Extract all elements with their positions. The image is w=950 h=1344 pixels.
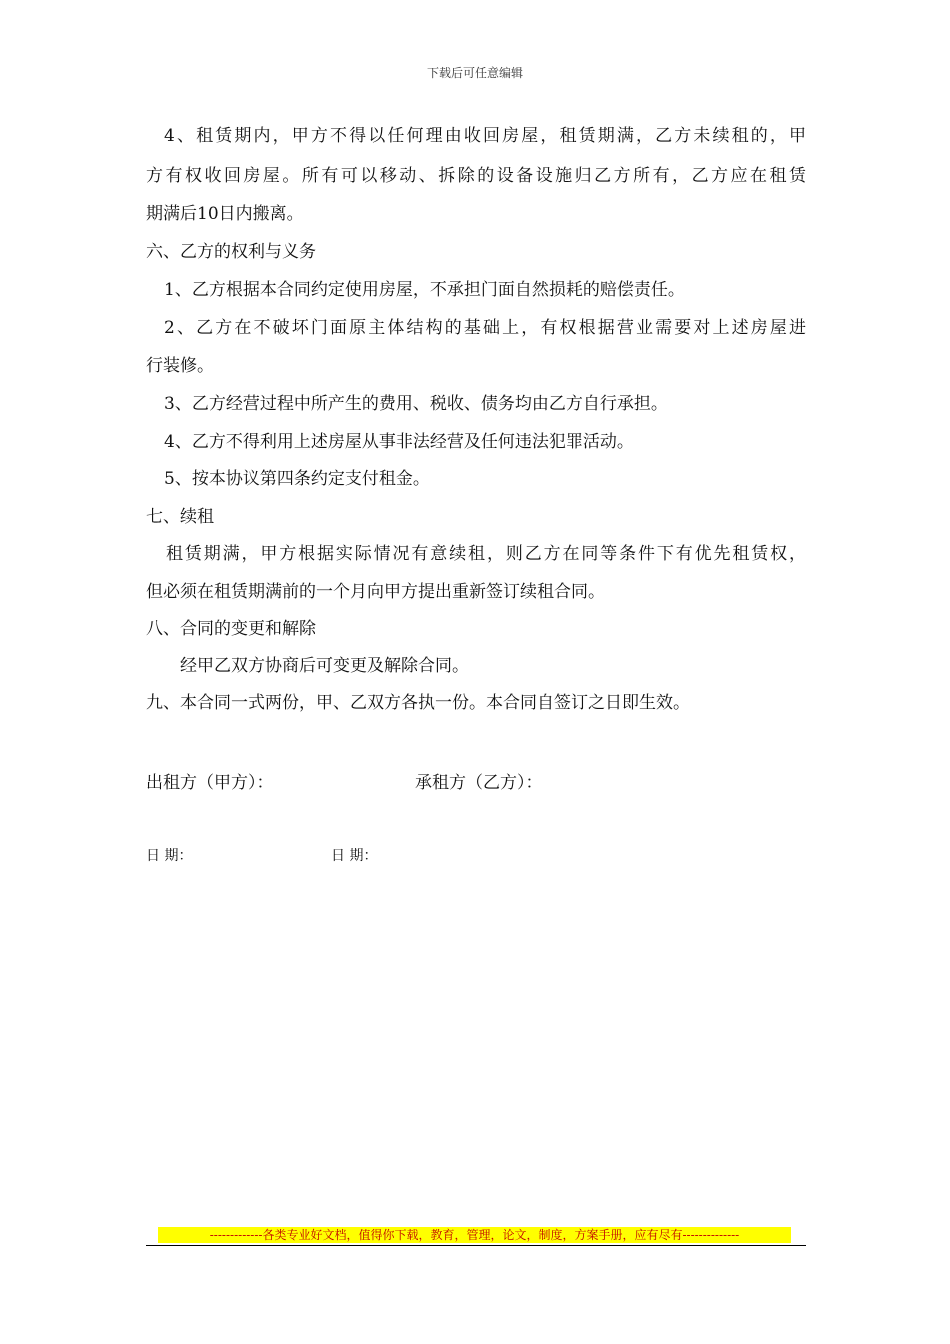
header-note: 下载后可任意编辑 (426, 66, 523, 80)
s6-item5: 5、按本协议第四条约定支付租金。 (164, 469, 430, 489)
section9-text: 九、本合同一式两份，甲、乙双方各执一份。本合同自签订之日即生效。 (146, 693, 690, 713)
lessor-date-label: 日 期： (146, 848, 193, 864)
s6-item3: 3、乙方经营过程中所产生的费用、税收、债务均由乙方自行承担。 (164, 394, 668, 414)
lessor-signature-label: 出租方（甲方）： (146, 773, 274, 793)
s7-line1: 租赁期满，甲方根据实际情况有意续租，则乙方在同等条件下有优先租赁权， (166, 544, 806, 564)
clause4-line1: 4、租赁期内，甲方不得以任何理由收回房屋，租赁期满，乙方未续租的，甲 (164, 126, 806, 146)
clause4-line3: 期满后10日内搬离。 (146, 204, 304, 224)
section8-title: 八、合同的变更和解除 (146, 619, 316, 639)
section7-title: 七、续租 (146, 507, 214, 527)
s8-text: 经甲乙双方协商后可变更及解除合同。 (180, 656, 469, 676)
section6-title: 六、乙方的权利与义务 (146, 242, 316, 262)
s7-line2: 但必须在租赁期满前的一个月向甲方提出重新签订续租合同。 (146, 582, 605, 602)
lessee-date-label: 日 期： (331, 848, 378, 864)
s6-item1: 1、乙方根据本合同约定使用房屋，不承担门面自然损耗的赔偿责任。 (164, 280, 685, 300)
s6-item2-line1: 2、乙方在不破坏门面原主体结构的基础上，有权根据营业需要对上述房屋进 (164, 318, 806, 338)
s6-item4: 4、乙方不得利用上述房屋从事非法经营及任何违法犯罪活动。 (164, 432, 634, 452)
footer-banner: -------------各类专业好文档，值得你下载，教育，管理，论文，制度，方案手册，应有尽有-------------- (158, 1227, 791, 1243)
footer-divider (146, 1245, 806, 1246)
lessee-signature-label: 承租方（乙方）： (415, 773, 543, 793)
clause4-line2: 方有权收回房屋。所有可以移动、拆除的设备设施归乙方所有，乙方应在租赁 (146, 166, 806, 186)
s6-item2-line2: 行装修。 (146, 356, 214, 376)
